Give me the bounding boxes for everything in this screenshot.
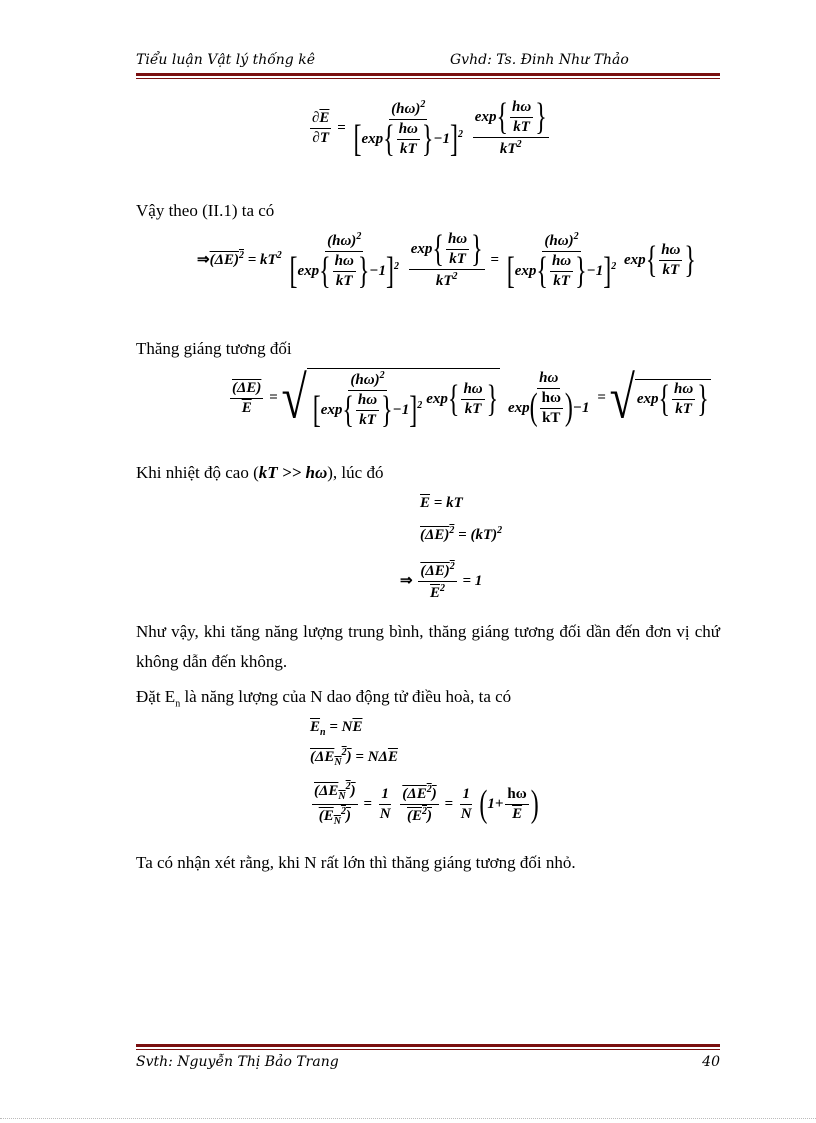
equation-mean-square: $(\Delta E)^2 = (kT)^2$: [420, 525, 503, 543]
header-rule-thin: [136, 78, 720, 79]
equation-mean-energy: $\overline{E}$ = kT: [420, 495, 463, 511]
page-number: 40: [702, 1054, 720, 1070]
equation-dE-dT: $\frac{\partial\overline{E}}{\partial T}$ = $(h\omega)^2$ [exp{ $\frac{h\omega}{kT}$ }−1]$^2$ exp{ $\frac{h\omega}{kT}$ } $kT^2$: [312, 96, 547, 161]
n-oscillators-text-a: Đặt E: [136, 687, 176, 706]
footer-student: Svth: Nguyễn Thị Bảo Trang: [136, 1054, 339, 1070]
equation-energy-fluctuation: $\Rightarrow(\Delta E)^2 = kT^2$ $(h\omega)^2$ [exp{ $\frac{h\omega}{kT}$ }−1]$^2$ exp{ $\frac{h\omega}{kT}$ } $kT^2$ = $(h\omega)^2$ [exp{ $\frac{h\omega}{kT}$ }−1]$^2$ exp{ $\frac{h\omega}{kT}$ }: [197, 228, 696, 293]
equation-ratio-one: ⇒ $\frac{(\Delta E)^2}{\overline{E}^2}$ = 1: [400, 561, 483, 601]
paragraph-relative-fluctuation: Thăng giáng tương đối: [136, 339, 292, 358]
paragraph-N-oscillators: [136, 686, 511, 715]
footer-rule-thick: [136, 1044, 720, 1047]
page-footer: [136, 1050, 720, 1070]
n-oscillators-subscript: n: [175, 698, 181, 710]
paragraph-high-temperature: [136, 462, 383, 484]
paragraph-large-N: Ta có nhận xét rằng, khi N rất lớn thì thăng giáng tương đối nhỏ.: [136, 853, 576, 872]
high-temp-condition: kT >> hω: [258, 463, 328, 482]
n-oscillators-text-b: là năng lượng của N dao động tử điều hoà, ta có: [180, 687, 512, 706]
equation-En-NE: $\overline{E}_n = N\overline{E}$: [310, 719, 363, 738]
page-header: [136, 52, 720, 72]
high-temp-text-b: ), lúc đó: [327, 463, 384, 482]
equation-deltaEN: $(\Delta E_N^2) = N\Delta\overline{E}$: [310, 747, 398, 768]
paragraph-theo-II1: Vậy theo (II.1) ta có: [136, 201, 275, 220]
header-advisor: Gvhd: Ts. Đinh Như Thảo: [450, 52, 629, 68]
high-temp-text-a: Khi nhiệt độ cao (: [136, 463, 259, 482]
paragraph-conclusion-unit: Như vậy, khi tăng năng lượng trung bình, thăng giáng tương đối dần đến đơn vị chứ không dẫn đến không.: [136, 622, 720, 671]
equation-relative-N: $\frac{(\Delta E_N^2)}{(E_N^2)}$ = $\frac{1}{N}$ $\frac{(\Delta E^2)}{(E^2)}$ = $\frac{1}{N}$ (1+ $\frac{h\omega}{E}$ ): [314, 781, 539, 827]
equation-relative-fluctuation: $\frac{(\Delta E)}{E}$ = √ $(h\omega)^2$ [exp{ $\frac{h\omega}{kT}$ }−1]$^2$ exp { $\frac{h\omega}{kT}$ } hω exp( $\frac{h\omega}{kT}$ )−1 = √ exp { $\frac{h\omega}{kT}$ }: [232, 364, 709, 432]
page-bottom-border: [0, 1118, 816, 1119]
header-rule-thick: [136, 73, 720, 76]
header-course-title: Tiểu luận Vật lý thống kê: [136, 52, 315, 68]
